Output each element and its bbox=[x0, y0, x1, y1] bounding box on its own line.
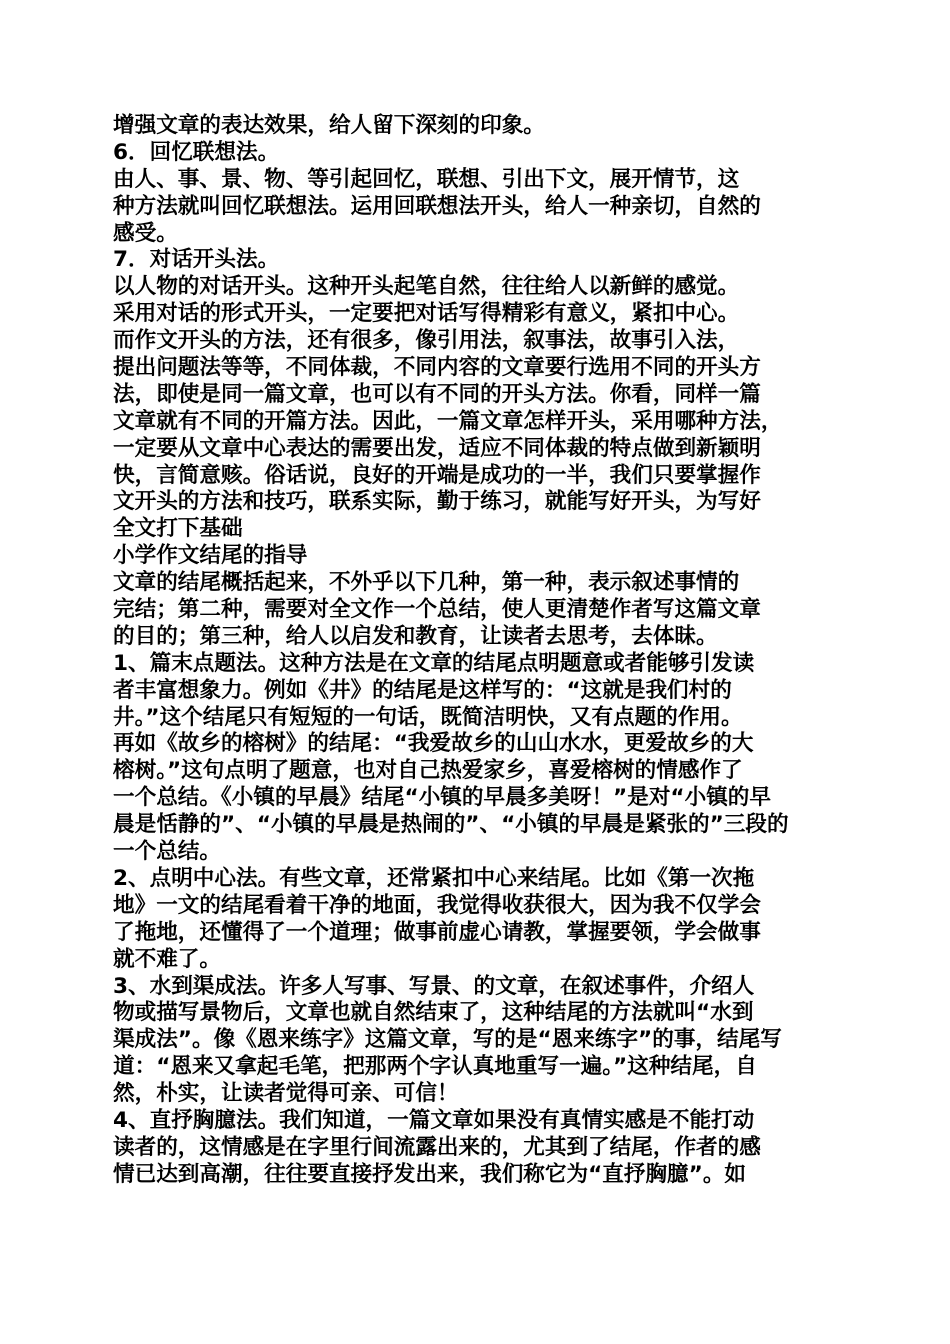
text-line: 榕树。”这句点明了题意，也对自己热爱家乡，喜爱榕树的情感作了 bbox=[113, 758, 743, 784]
text-line: 井。”这个结尾只有短短的一句话，既简洁明快，又有点题的作用。 bbox=[113, 704, 743, 730]
text-line: 渠成法”。像《恩来练字》这篇文章，写的是“恩来练字”的事，结尾写 bbox=[113, 1027, 782, 1053]
text-line: 2、点明中心法。有些文章，还常紧扣中心来结尾。比如《第一次拖 bbox=[113, 865, 755, 891]
text-line: 一个总结。《小镇的早晨》结尾“小镇的早晨多美呀！”是对“小镇的早 bbox=[113, 785, 771, 811]
text-line: 提出问题法等等，不同体裁，不同内容的文章要行选用不同的开头方 bbox=[113, 355, 761, 381]
text-line: 3、水到渠成法。许多人写事、写景、的文章，在叙述事件，介绍人 bbox=[113, 973, 755, 999]
text-line: 增强文章的表达效果，给人留下深刻的印象。 bbox=[113, 113, 545, 138]
text-line: 文开头的方法和技巧，联系实际，勤于练习，就能写好开头，为写好 bbox=[113, 489, 761, 515]
text-line: 者丰富想象力。例如《井》的结尾是这样写的：“这就是我们村的 bbox=[113, 677, 732, 703]
text-line: 文章就有不同的开篇方法。因此，一篇文章怎样开头，采用哪种方法， bbox=[113, 408, 783, 434]
section-title: 小学作文结尾的指导 bbox=[113, 543, 308, 569]
text-line: 4、直抒胸臆法。我们知道，一篇文章如果没有真情实感是不能打动 bbox=[113, 1107, 755, 1133]
text-line: 全文打下基础 bbox=[113, 516, 243, 542]
text-line: 的目的；第三种，给人以启发和教育，让读者去思考，去体昧。 bbox=[113, 623, 718, 649]
text-line: 而作文开头的方法，还有很多，像引用法，叙事法，故事引入法， bbox=[113, 328, 740, 354]
text-line: 以人物的对话开头。这种开头起笔自然，往往给人以新鲜的感觉。 bbox=[113, 274, 740, 300]
text-line: 一定要从文章中心表达的需要出发，适应不同体裁的特点做到新颖明 bbox=[113, 435, 761, 461]
text-line: 了拖地，还懂得了一个道理；做事前虚心请教，掌握要领，学会做事 bbox=[113, 919, 761, 945]
text-line: 种方法就叫回忆联想法。运用回联想法开头，给人一种亲切，自然的 bbox=[113, 193, 761, 219]
text-line: 法，即使是同一篇文章，也可以有不同的开头方法。你看，同样一篇 bbox=[113, 381, 761, 407]
text-line: 情已达到高潮，往往要直接抒发出来，我们称它为“直抒胸臆”。如 bbox=[113, 1161, 747, 1187]
section-heading: 6．回忆联想法。 bbox=[113, 139, 280, 165]
text-line: 读者的，这情感是在字里行间流露出来的，尤其到了结尾，作者的感 bbox=[113, 1134, 761, 1160]
text-line: 地》一文的结尾看着干净的地面，我觉得收获很大，因为我不仅学会 bbox=[113, 892, 761, 918]
text-line: 然，朴实，让读者觉得可亲、可信！ bbox=[113, 1081, 459, 1107]
text-line: 感受。 bbox=[113, 220, 178, 246]
text-line: 1、篇末点题法。这种方法是在文章的结尾点明题意或者能够引发读 bbox=[113, 650, 755, 676]
text-line: 完结；第二种，需要对全文作一个总结，使人更清楚作者写这篇文章 bbox=[113, 597, 761, 623]
text-line: 道：“恩来又拿起毛笔，把那两个字认真地重写一遍。”这种结尾，自 bbox=[113, 1054, 757, 1080]
text-line: 由人、事、景、物、等引起回忆，联想、引出下文，展开情节，这 bbox=[113, 166, 740, 192]
text-line: 文章的结尾概括起来，不外乎以下几种，第一种，表示叙述事情的 bbox=[113, 570, 740, 596]
text-line: 物或描写景物后，文章也就自然结束了，这种结尾的方法就叫“水到 bbox=[113, 1000, 754, 1026]
section-heading: 7．对话开头法。 bbox=[113, 247, 280, 273]
text-line: 一个总结。 bbox=[113, 839, 221, 865]
text-line: 晨是恬静的”、“小镇的早晨是热闹的”、“小镇的早晨是紧张的”三段的 bbox=[113, 812, 789, 838]
text-line: 采用对话的形式开头，一定要把对话写得精彩有意义，紧扣中心。 bbox=[113, 301, 740, 327]
text-line: 快，言简意赅。俗话说，良好的开端是成功的一半，我们只要掌握作 bbox=[113, 462, 761, 488]
text-line: 就不难了。 bbox=[113, 946, 221, 972]
text-line: 再如《故乡的榕树》的结尾：“我爱故乡的山山水水，更爱故乡的大 bbox=[113, 731, 754, 757]
document-body bbox=[113, 113, 845, 1189]
